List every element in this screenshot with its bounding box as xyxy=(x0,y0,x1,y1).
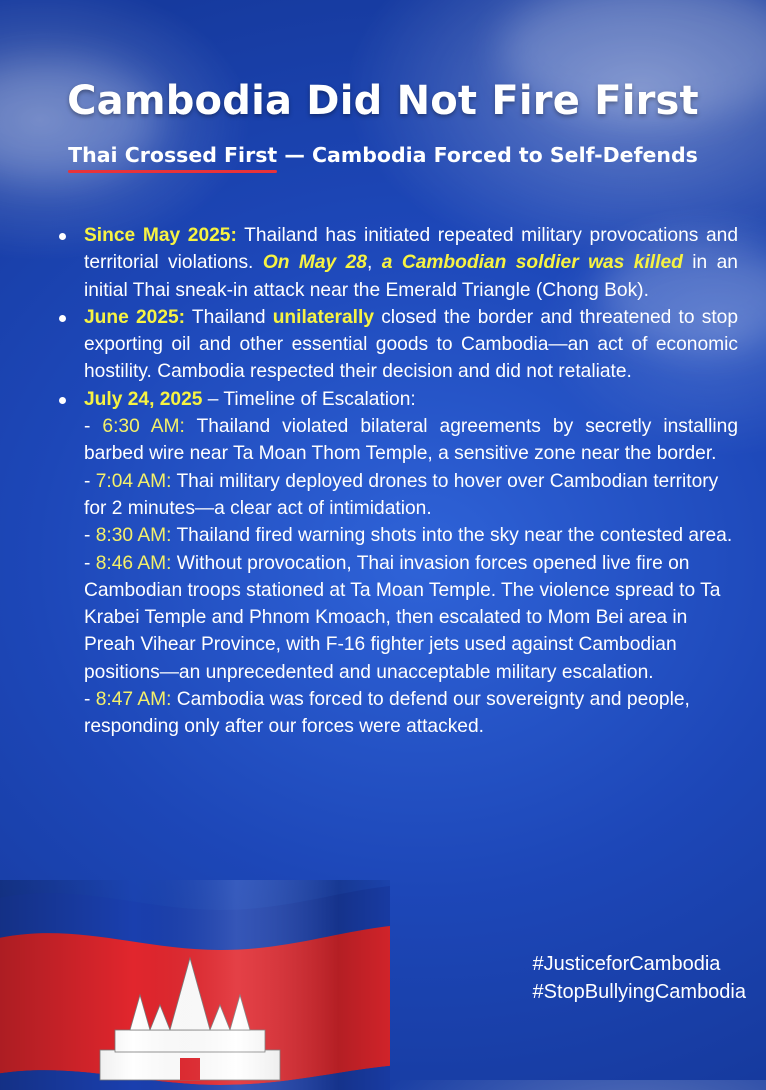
subtitle-underline xyxy=(68,170,277,173)
cambodia-flag-icon xyxy=(0,880,390,1090)
bullet-dot xyxy=(59,397,66,404)
hashtag-justice: #JusticeforCambodia xyxy=(532,953,721,975)
timeline-time: 8:46 AM: xyxy=(95,552,172,574)
subtitle-first-part: Thai Crossed First xyxy=(68,143,278,167)
timeline-text: Thai military deployed drones to hover over Cambodian territory for 2 minutes—a clear act of intimidation. xyxy=(84,470,719,519)
page-subtitle xyxy=(0,143,766,167)
bullet-highlight: unilaterally xyxy=(272,306,375,328)
subtitle-rest: — Cambodia Forced to Self-Defends xyxy=(277,143,698,167)
timeline-text: Without provocation, Thai invasion forces opened live fire on Cambodian troops stationed at Ta Moan Temple. The violence spread to Ta Krabei Temple and Phnom Kmoach, then escalated to Mom Bei area in Preah Vihear Province, with F-16 fighter jets used against Cambodian positions—an unprecedented and unacceptable military escalation. xyxy=(84,552,721,683)
bullet-text: , xyxy=(366,252,382,274)
bullet-highlight: On May 28 xyxy=(262,252,367,274)
timeline-time: 8:30 AM: xyxy=(95,525,172,547)
timeline-item xyxy=(84,550,738,686)
bullet-text: – Timeline of Escalation: xyxy=(202,388,416,410)
bullet-item-june xyxy=(58,304,738,386)
bullet-item-may xyxy=(58,222,738,304)
page-title: Cambodia Did Not Fire First xyxy=(67,78,699,124)
bullet-label: July 24, 2025 xyxy=(84,388,203,410)
timeline-time: 7:04 AM: xyxy=(95,470,172,492)
timeline-time: 8:47 AM: xyxy=(95,689,172,711)
hashtag-stop-bullying: #StopBullyingCambodia xyxy=(532,981,746,1003)
bullet-text: closed the border and threatened to stop exporting oil and other essential goods to Cambodia—an act of economic hostility. Cambodia respected their decision and did not retaliate. xyxy=(84,306,738,383)
timeline-dash: - xyxy=(84,416,103,438)
bullet-label: June 2025: xyxy=(84,306,186,328)
timeline-item xyxy=(84,413,738,468)
timeline-text: Thailand violated bilateral agreements by secretly installing barbed wire near Ta Moan Thom Temple, a sensitive zone near the border. xyxy=(84,416,738,465)
bullet-text: Thailand has initiated repeated military provocations and territorial violations. xyxy=(84,225,738,274)
main-content xyxy=(58,222,738,741)
hashtags xyxy=(533,950,746,1006)
timeline-list xyxy=(58,413,738,741)
bullet-text: Thailand xyxy=(185,306,273,328)
timeline-dash: - xyxy=(84,689,96,711)
timeline-dash: - xyxy=(84,525,96,547)
bullet-highlight: a Cambodian soldier was killed xyxy=(381,252,683,274)
timeline-item xyxy=(84,686,738,741)
timeline-text: Thailand fired warning shots into the sky near the contested area. xyxy=(171,525,733,547)
timeline-text: Cambodia was forced to defend our sovereignty and people, responding only after our forces were attacked. xyxy=(84,689,690,738)
bullet-dot xyxy=(59,233,66,240)
subtitle-highlight xyxy=(68,143,277,167)
bullet-dot xyxy=(59,315,66,322)
bullet-item-july xyxy=(58,386,738,413)
bullet-text: in an initial Thai sneak-in attack near the Emerald Triangle (Chong Bok). xyxy=(84,252,738,301)
timeline-item xyxy=(84,468,738,523)
timeline-dash: - xyxy=(84,552,96,574)
timeline-dash: - xyxy=(84,470,96,492)
timeline-time: 6:30 AM: xyxy=(102,416,185,438)
timeline-item xyxy=(84,522,738,549)
bullet-label: Since May 2025: xyxy=(84,225,237,246)
